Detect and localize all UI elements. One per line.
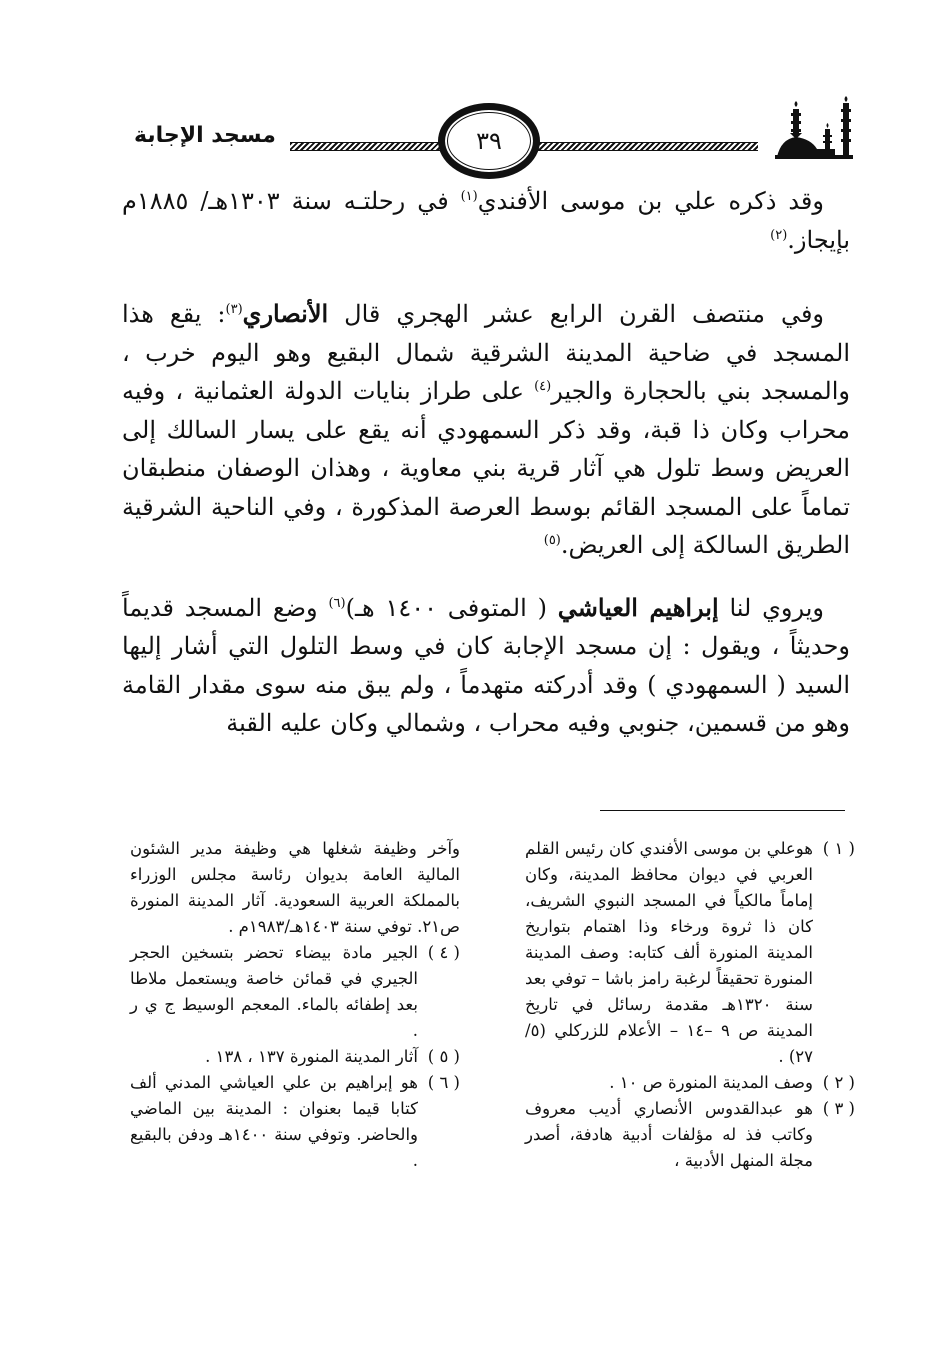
footnote-2 <box>525 1070 855 1096</box>
footnote-number: ( ٣ ) <box>822 1099 855 1118</box>
footnote-number: ( ٢ ) <box>822 1073 855 1092</box>
paragraph-2 <box>122 295 850 565</box>
footnote-text: وصف المدينة المنورة ص ١٠ . <box>609 1073 813 1092</box>
footnote-number: ( ٤ ) <box>427 943 460 962</box>
footnote-text: آثار المدينة المنورة ١٣٧ ، ١٣٨ . <box>205 1047 418 1066</box>
running-title: مسجد الإجابة <box>134 123 276 148</box>
footnote-3 <box>525 1096 855 1174</box>
page-number-ring <box>438 103 540 179</box>
text-run: : يقع هذا المسجد في ضاحية المدينة الشرقية شمال البقيع وهو اليوم خرب ، والمسجد بني بالحجارة والجير <box>122 300 850 405</box>
footnote-ref-6[interactable]: (٦) <box>328 595 346 611</box>
footnote-4 <box>130 940 460 1044</box>
footnote-text: هو عبدالقدوس الأنصاري أديب معروف وكاتب فذ له مؤلفات أدبية هادفة، أصدر مجلة المنهل الأدبية ، <box>525 1099 813 1170</box>
footnote-number: ( ١ ) <box>822 839 855 858</box>
text-run: وفي منتصف القرن الرابع عشر الهجري قال <box>328 300 825 328</box>
footnote-column-left <box>130 836 460 1174</box>
footnote-separator <box>600 810 845 811</box>
author-name-ansari: الأنصاري <box>242 299 329 328</box>
text-run: وقد ذكره علي بن موسى الأفندي <box>477 187 824 215</box>
footnote-6 <box>130 1070 460 1174</box>
text-run: على طراز بنايات الدولة العثمانية ، وفيه محراب وكان ذا قبة، وقد ذكر السمهودي أنه يقع على يسار السالك إلى العريض وسط تلول هي آثار قرية بني معاوية ، وهذان الوصفان منطبقان تماماً على المسجد القائم بوسط العرصة المذكورة ، وفي الناحية الشرقية الطريق السالكة إلى العريض. <box>122 377 850 559</box>
footnote-number: ( ٥ ) <box>427 1047 460 1066</box>
footnote-text: هوعلي بن موسى الأفندي كان رئيس القلم العربي في ديوان محافظ المدينة، وكان إماماً مالكياً في المسجد النبوي الشريف، كان ذا ثروة ورخاء وذا اهتمام بتواريخ المدينة المنورة ألف كتابه: وصف المدينة المنورة تحقيقاً لرغبة رامز باشا – توفي بعد سنة ١٣٢٠هـ مقدمة رسائل في تاريخ المدينة ص ٩ –١٤ – الأعلام للزركلي (٥/ ٢٧) . <box>525 839 814 1066</box>
text-run: ويروي لنا <box>718 593 824 622</box>
footnote-text: هو إبراهيم بن علي العياشي المدني ألف كتابا قيما بعنوان : المدينة بين الماضي والحاضر. وتوفي سنة ١٤٠٠هـ ودفن بالبقيع . <box>130 1073 418 1170</box>
text-run: ( المتوفى ١٤٠٠ هـ) <box>345 593 558 622</box>
rope-divider-left <box>290 142 452 151</box>
footnote-ref-2[interactable]: (٢) <box>770 227 788 243</box>
footnote-1 <box>525 836 855 1070</box>
footnote-text: الجير مادة بيضاء تحضر بتسخين الحجر الجيري في قمائن خاصة ويستعمل ملاطا بعد إطفائه بالماء. المعجم الوسيط ج ي ر . <box>130 943 418 1040</box>
rope-divider-right <box>528 142 758 151</box>
paragraph-3 <box>122 589 850 743</box>
footnote-ref-4[interactable]: (٤) <box>534 379 552 394</box>
paragraph-1 <box>122 182 850 259</box>
footnote-ref-5[interactable]: (٥) <box>543 533 561 548</box>
footnote-number: ( ٦ ) <box>427 1073 460 1092</box>
text-run: في رحلتـه سنة ١٣٠٣هـ/ ١٨٨٥م بإيجاز. <box>122 187 850 254</box>
author-name-ayyashi: إبراهيم العياشي <box>557 592 719 622</box>
footnote-ref-1[interactable]: (١) <box>460 189 478 204</box>
page-header <box>120 95 860 175</box>
footnote-5 <box>130 1044 460 1070</box>
text-run: وضع المسجد قديماً وحديثاً ، ويقول : إن مسجد الإجابة كان في وسط التلول التي أشار إليها السيد ( السمهودي ) وقد أدركته متهدماً ، ولم يبق منه سوى مقدار القامة وهو من قسمين، جنوبي وفيه محراب ، وشمالي وكان عليه القبة <box>122 593 850 737</box>
footnote-ref-3[interactable]: (٣) <box>225 302 243 317</box>
page-number: ٣٩ <box>476 127 502 155</box>
footnote-3-continuation: وآخر وظيفة شغلها هي وظيفة مدير الشئون المالية العامة بديوان رئاسة مجلس الوزراء بالمملكة العربية السعودية. آثار المدينة المنورة ص٢١. توفي سنة ١٤٠٣هـ/١٩٨٣م . <box>130 839 460 936</box>
mosque-icon <box>765 95 857 165</box>
footnotes <box>130 836 855 1174</box>
footnote-column-right <box>525 836 855 1174</box>
main-text <box>122 182 850 743</box>
